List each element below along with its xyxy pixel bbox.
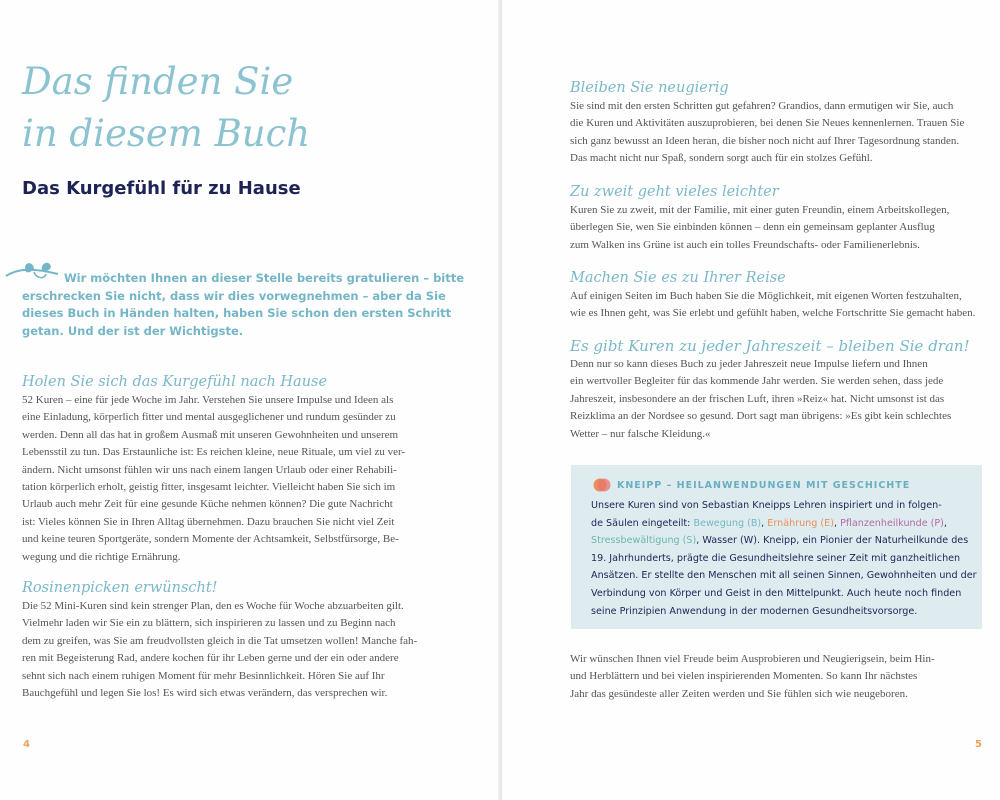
text-line: Denn nur so kann dieses Buch zu jeder Jahreszeit neue Impulse liefern und Ihnen [570,358,928,370]
text-line: zum Walken ins Grüne ist auch ein tolles Freundschafts- oder Familienerlebnis. [570,238,920,251]
text-line: ren mit Begeisterung Rad, andere kochen für ihr Leben gerne und der ein oder andere [22,652,399,665]
section-body [570,98,990,168]
kneipp-line: Ansätzen. Er stellte den Menschen mit all seinen Sinnen, Gewohnheiten und der [591,570,977,582]
section-reise [570,268,990,323]
section-heading: Bleiben Sie neugierig [570,80,729,96]
text-line: Wetter – nur falsche Kleidung.« [570,427,711,440]
kneipp-line [591,515,981,533]
intro-line: dieses Buch in Händen halten, haben Sie schon den ersten Schritt [22,306,452,320]
page-subtitle: Das Kurgefühl für zu Hause [22,178,301,199]
intro-paragraph [22,270,465,340]
text-line: sehnt sich nach einem ruhigen Moment für mehr Besinnlichkeit. Hören Sie auf Ihr [22,669,385,682]
text-line: dem zu greifen, was Sie am freudvollsten gleich in die Tat umsetzen wollen! Manche fah- [22,634,418,647]
text-line: Reizklima an der Nordsee so gesund. Dort sagt man übrigens: »Es gibt kein schlechtes [570,410,952,423]
intro-line: Wir möchten Ihnen an dieser Stelle bereits gratulieren – bitte [64,271,465,285]
kneipp-line: 19. Jahrhunderts, prägte die Gesundheitslehre seiner Zeit mit ganzheitlichen [591,552,961,564]
kneipp-line [591,532,981,550]
text-line: Das macht nicht nur Spaß, sondern sorgt auch für ein stolzes Gefühl. [570,152,873,165]
section-heading: Es gibt Kuren zu jeder Jahreszeit – bleiben Sie dran! [570,337,970,355]
text-line: Sie sind mit den ersten Schritten gut gefahren? Grandios, dann ermutigen wir Sie, auch [570,100,954,112]
text-line: die Kuren und Aktivitäten auszuprobieren, bei denen Sie Neues kennenlernen. Trauen Sie [570,117,965,130]
text-line: 52 Kuren – eine für jede Woche im Jahr. Verstehen Sie unsere Impulse und Ideen als [22,394,394,406]
page-number-right: 5 [975,739,982,750]
text-line: und keine teuren Sportgeräte, sondern Momente der Achtsamkeit, Selbstfürsorge, Be- [22,533,399,546]
text-line: Die 52 Mini-Kuren sind kein strenger Plan, den es Woche für Woche abzuarbeiten gilt. [22,600,404,612]
text-line: tation körperlich erholt, geistig fitter, insgesamt leichter. Vielleicht haben Sie sich im [22,481,396,494]
kneipp-text: de Säulen eingeteilt: [591,517,694,529]
pillar-ernaehrung: Ernährung (E) [767,517,834,529]
section-body [22,392,452,566]
text-line: sich ganz bewusst an Ideen heran, die bisher noch nicht auf Ihrer Tagesordnung standen. [570,134,960,147]
page-number-left: 4 [23,739,30,750]
text-line: Lebensstil zu tun. Das Erstaunliche ist: Es reichen kleine, neue Rituale, um viel zu ver- [22,446,406,459]
text-line: wegung und die richtige Ernährung. [22,550,181,563]
closing-paragraph [570,651,990,703]
section-heading: Holen Sie sich das Kurgefühl nach Hause [22,374,328,390]
text-line: Auf einigen Seiten im Buch haben Sie die Möglichkeit, mit eigenen Worten festzuhalten, [570,290,962,302]
text-line: Vielmehr laden wir Sie ein zu blättern, sich inspirieren zu lassen und zu Beginn nach [22,617,396,630]
section-heading: Machen Sie es zu Ihrer Reise [570,270,786,286]
text-line: Urlaub auch mehr Zeit für eine gesunde Küche nehmen können? Die gute Nachricht [22,498,393,511]
kneipp-separator: , [833,517,841,529]
text-line: überlegen Sie, wen Sie einbinden können – denn ein gemeinsam geplanter Ausflug [570,221,935,234]
section-heading: Zu zweit geht vieles leichter [570,184,779,200]
text-line: Bauchgefühl und legen Sie los! Es wird sich etwas verändern, das versprechen wir. [22,687,388,700]
section-body [570,288,990,323]
section-zu-zweit [570,182,990,254]
text-line: wie es Ihnen geht, was Sie erlebt und gefühlt haben, welche Fortschritte Sie gemacht haben. [570,307,976,320]
kneipp-separator: , [761,517,768,529]
kneipp-separator: , [696,535,703,547]
pillar-stressbewaeltigung: Stressbewältigung (S) [591,535,697,547]
text-line: und Herblättern und bei vielen inspirierenden Momenten. So kann Ihr nächstes [570,670,918,683]
text-line: Jahreszeit, insbesondere an der frischen Luft, ihren »Reiz« hat. Nicht umsonst ist das [570,392,945,405]
section-heading: Rosinenpicken erwünscht! [22,580,218,596]
title-line: Das finden Sie [22,60,294,103]
section-body [570,202,990,254]
kneipp-info-box [571,465,982,629]
text-line: werden. Denn all das hat in großem Ausmaß mit unseren Gewohnheiten und unserem [22,428,399,441]
title-line: in diesem Buch [22,112,311,155]
text-line: Jahr das gesündeste aller Zeiten werden und Sie fühlen sich wie neugeboren. [570,687,908,700]
section-neugierig [570,78,990,168]
section-rosinenpicken [22,578,452,702]
section-body [22,598,452,702]
intro-line: erschrecken Sie nicht, dass wir dies vorwegnehmen – aber da Sie [22,288,446,303]
intro-line: getan. Und der ist der Wichtigste. [22,323,244,338]
text-line: ändern. Nicht umsonst fühlen wir uns nach einem langen Urlaub oder einer Rehabili- [22,463,397,476]
pillar-wasser: Wasser (W). [702,535,761,547]
kneipp-text: Kneipp, ein Pionier der Naturheilkunde des [760,535,969,547]
pillar-bewegung: Bewegung (B) [693,517,762,529]
page-title [22,56,310,160]
text-line: ist: Vieles können Sie in Ihren Alltag übernehmen. Dazu brauchen Sie nicht viel Zeit [22,515,395,528]
text-line: eine Einladung, körperlich fitter und mental ausgeglichener und rundum gesünder zu [22,411,396,424]
kneipp-body [591,497,981,620]
text-line: Wir wünschen Ihnen viel Freude beim Ausprobieren und Neugierigsein, beim Hin- [570,653,935,665]
kneipp-heading: KNEIPP – HEILANWENDUNGEN MIT GESCHICHTE [617,480,911,491]
section-body [570,356,990,443]
kneipp-line: Unsere Kuren sind von Sebastian Kneipps Lehren inspiriert und in folgen- [591,500,942,511]
kneipp-line: seine Prinzipien Anwendung in der modernen Gesundheitsvorsorge. [591,605,918,617]
section-body [570,651,990,703]
pillar-pflanzenheilkunde: Pflanzenheilkunde (P) [840,517,944,529]
section-kurgefuehl [22,372,452,566]
text-line: Kuren Sie zu zweit, mit der Familie, mit einer guten Freundin, einem Arbeitskollegen, [570,204,950,216]
kneipp-line: Verbindung von Körper und Geist in den Mittelpunkt. Auch heute noch finden [591,587,962,599]
kneipp-separator: , [943,517,947,529]
text-line: ein wertvoller Begleiter für das kommende Jahr werden. Sie werden sehen, dass jede [570,375,944,388]
section-jahreszeit [570,336,990,443]
